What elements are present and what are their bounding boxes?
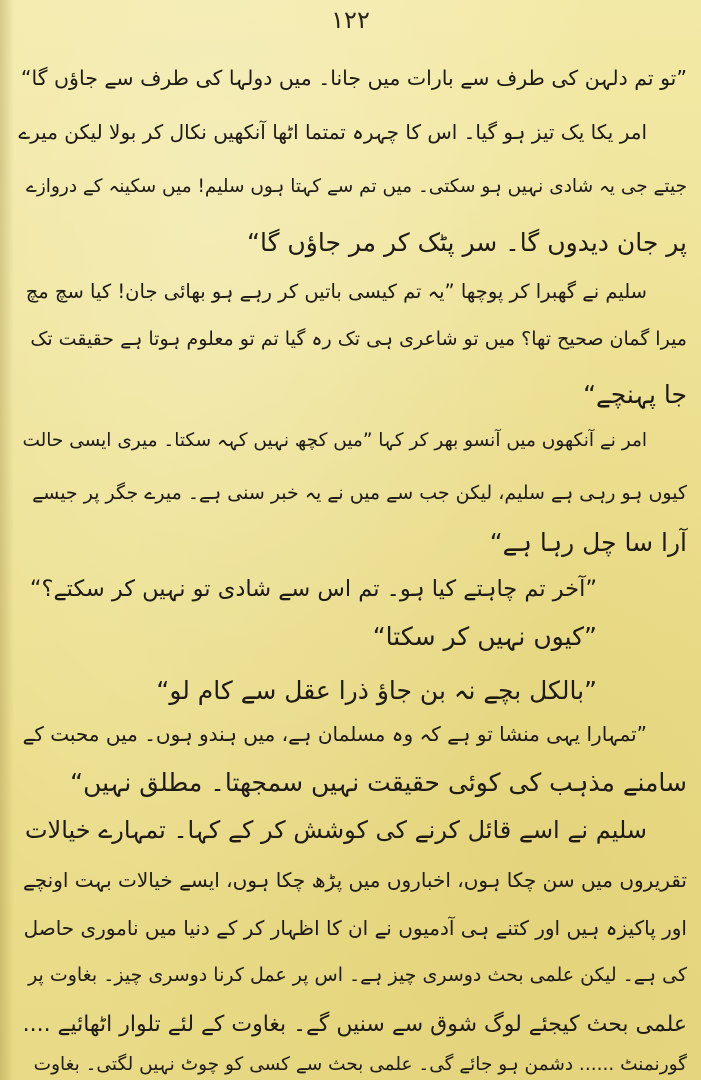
text-line: سلیم نے اسے قائل کرنے کی کوشش کر کے کہا۔ تمہارے خیالات [24, 816, 647, 844]
page-edge-shadow [0, 0, 14, 1080]
text-line: علمی بحث کیجئے لوگ شوق سے سنیں گے۔ بغاوت کے لئے تلوار اٹھائیے .... [22, 1012, 687, 1037]
text-line: امر یکا یک تیز ہو گیا۔ اس کا چہرہ تمتما اٹھا آنکھیں نکال کر بولا لیکن میرے [18, 120, 647, 144]
text-line: جا پہنچے“ [583, 380, 687, 409]
text-line: امر نے آنکھوں میں آنسو بھر کر کہا ”میں کچھ نہیں کہہ سکتا۔ میری ایسی حالت [22, 430, 647, 451]
text-line: آرا سا چل رہا ہے“ [489, 528, 687, 557]
text-line: پر جان دیدوں گا۔ سر پٹک کر مر جاؤں گا“ [247, 228, 687, 257]
text-line: گورنمنٹ ...... دشمن ہو جائے گی۔ علمی بحث سے کسی کو چوٹ نہیں لگتی۔ بغاوت [33, 1054, 687, 1075]
page-number: ۱۲۲ [331, 6, 370, 34]
text-line: اور پاکیزہ ہیں اور کتنے ہی آدمیوں نے ان کا اظہار کر کے دنیا میں ناموری حاصل [23, 916, 687, 940]
text-line: سلیم نے گھبرا کر پوچھا ”یہ تم کیسی باتیں کر رہے ہو بھائی جان! کیا سچ مچ [25, 280, 647, 303]
text-line: جیتے جی یہ شادی نہیں ہو سکتی۔ میں تم سے کہتا ہوں سلیم! میں سکینہ کے دروازے [26, 176, 687, 197]
text-line: ”بالکل بچے نہ بن جاؤ ذرا عقل سے کام لو“ [156, 676, 597, 705]
text-line: سامنے مذہب کی کوئی حقیقت نہیں سمجھتا۔ مطلق نہیں“ [70, 768, 687, 797]
text-line: ”تمہارا یہی منشا تو ہے کہ وہ مسلمان ہے، میں ہندو ہوں۔ میں محبت کے [22, 722, 647, 746]
text-line: تقریروں میں سن چکا ہوں، اخباروں میں پڑھ چکا ہوں، ایسے خیالات بہت اونچے [23, 868, 687, 892]
text-line: ”کیوں نہیں کر سکتا“ [372, 622, 597, 651]
text-line: کیوں ہو رہی ہے سلیم، لیکن جب سے میں نے یہ خبر سنی ہے۔ میرے جگر پر جیسے [32, 482, 687, 504]
text-line: میرا گمان صحیح تھا؟ میں تو شاعری ہی تک رہ گیا تم تو معلوم ہوتا ہے حقیقت تک [30, 328, 687, 350]
text-line: ”آخر تم چاہتے کیا ہو۔ تم اس سے شادی تو نہیں کر سکتے؟“ [29, 576, 597, 602]
text-line: کی ہے۔ لیکن علمی بحث دوسری چیز ہے۔ اس پر عمل کرنا دوسری چیز۔ بغاوت پر [28, 964, 687, 986]
text-line: ”تو تم دلہن کی طرف سے بارات میں جانا۔ میں دولہا کی طرف سے جاؤں گا“ [20, 66, 687, 90]
